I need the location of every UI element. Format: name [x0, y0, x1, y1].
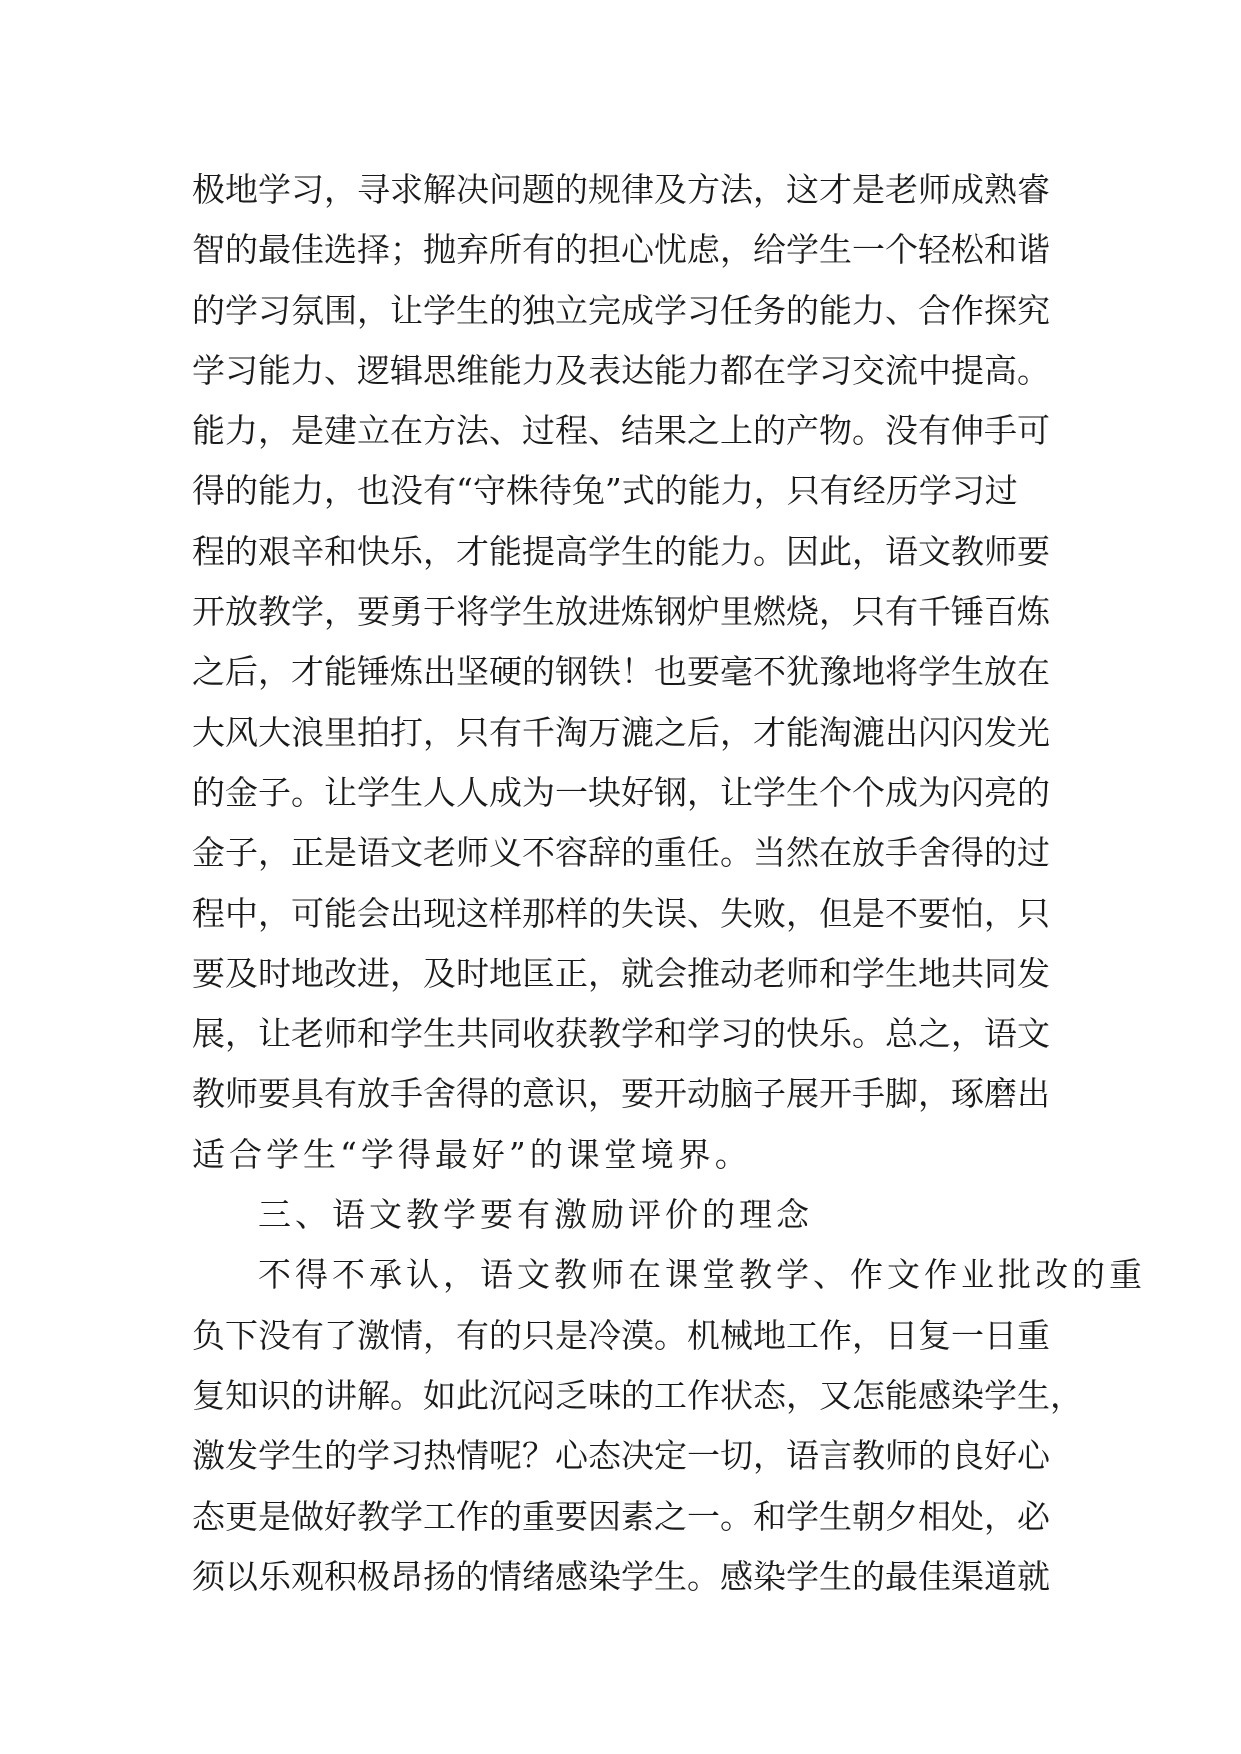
- body-text: [192, 160, 1146, 1607]
- text-line: 程中，可能会出现这样那样的失误、失败，但是不要怕，只: [192, 893, 1050, 933]
- text-line: 态更是做好教学工作的重要因素之一。和学生朝夕相处，必: [192, 1496, 1050, 1536]
- text-line: 须以乐观积极昂扬的情绪感染学生。感染学生的最佳渠道就: [192, 1556, 1050, 1596]
- text-line: 适合学生“学得最好”的课堂境界。: [192, 1134, 752, 1174]
- text-line: 展，让老师和学生共同收获教学和学习的快乐。总之，语文: [192, 1014, 1050, 1054]
- text-line: 得的能力，也没有“守株待兔”式的能力，只有经历学习过: [192, 471, 1018, 511]
- text-line: 开放教学，要勇于将学生放进炼钢炉里燃烧，只有千锤百炼: [192, 592, 1050, 632]
- text-line: 的学习氛围，让学生的独立完成学习任务的能力、合作探究: [192, 290, 1050, 330]
- text-line: 极地学习，寻求解决问题的规律及方法，这才是老师成熟睿: [192, 170, 1050, 209]
- text-line: 教师要具有放手舍得的意识，要开动脑子展开手脚，琢磨出: [192, 1074, 1050, 1114]
- text-line: 激发学生的学习热情呢？心态决定一切，语言教师的良好心: [192, 1436, 1050, 1476]
- text-line: 复知识的讲解。如此沉闷乏味的工作状态，又怎能感染学生，: [192, 1375, 1083, 1415]
- text-line: 负下没有了激情，有的只是冷漠。机械地工作，日复一日重: [192, 1315, 1050, 1355]
- text-line: 的金子。让学生人人成为一块好钢，让学生个个成为闪亮的: [192, 772, 1050, 812]
- text-line: 能力，是建立在方法、过程、结果之上的产物。没有伸手可: [192, 411, 1050, 451]
- text-line: 三、语文教学要有激励评价的理念: [258, 1195, 813, 1235]
- text-line: 金子，正是语文老师义不容辞的重任。当然在放手舍得的过: [192, 833, 1050, 873]
- text-line: 要及时地改进，及时地匡正，就会推动老师和学生地共同发: [192, 953, 1050, 993]
- text-line: 学习能力、逻辑思维能力及表达能力都在学习交流中提高。: [192, 350, 1050, 390]
- text-line: 智的最佳选择；抛弃所有的担心忧虑，给学生一个轻松和谐: [192, 230, 1050, 270]
- text-line: 程的艰辛和快乐，才能提高学生的能力。因此，语文教师要: [192, 531, 1050, 571]
- text-line: 之后，才能锤炼出坚硬的钢铁！也要毫不犹豫地将学生放在: [192, 652, 1050, 692]
- text-line: 大风大浪里拍打，只有千淘万漉之后，才能淘漉出闪闪发光: [192, 712, 1050, 752]
- text-line: 不得不承认，语文教师在课堂教学、作文作业批改的重: [258, 1255, 1146, 1295]
